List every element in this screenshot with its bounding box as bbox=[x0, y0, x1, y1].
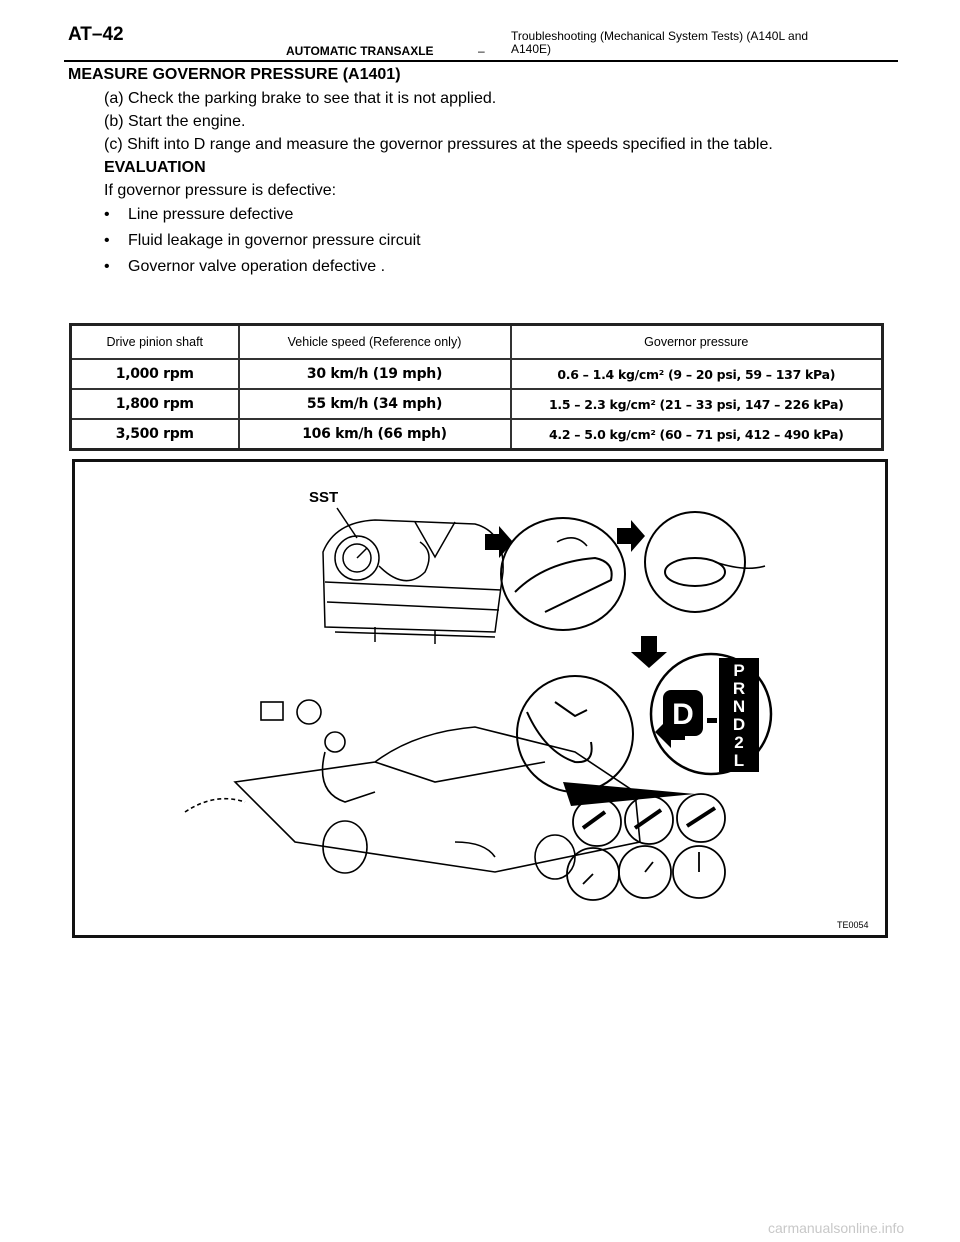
table-header-row bbox=[71, 325, 883, 360]
parking-brake-detail bbox=[501, 518, 625, 630]
figure-code: TE0054 bbox=[837, 920, 869, 930]
cause-text: Line pressure defective bbox=[128, 206, 294, 223]
header-title: Troubleshooting (Mechanical System Tests) (A140L and A140E) bbox=[511, 29, 809, 56]
header-cell: Drive pinion shaft bbox=[71, 325, 239, 360]
cause-text: Fluid leakage in governor pressure circuit bbox=[128, 232, 421, 249]
table-cell: 30 km/h (19 mph) bbox=[239, 359, 511, 389]
brake-pedal-detail bbox=[645, 512, 745, 612]
bullet-icon: • bbox=[104, 206, 110, 223]
table-cell: 1.5 – 2.3 kg/cm² (21 – 33 psi, 147 – 226 kPa) bbox=[511, 389, 883, 419]
header-rule bbox=[64, 60, 898, 62]
table-cell: 4.2 – 5.0 kg/cm² (60 – 71 psi, 412 – 490 kPa) bbox=[511, 419, 883, 450]
svg-text:2: 2 bbox=[734, 733, 744, 752]
table-cell: 1,800 rpm bbox=[71, 389, 239, 419]
cause-item bbox=[104, 232, 421, 250]
pressure-gauge-set bbox=[567, 794, 725, 900]
page-code: AT–42 bbox=[68, 24, 124, 45]
transaxle-gauge-drawing bbox=[323, 520, 503, 644]
evaluation-intro: If governor pressure is defective: bbox=[104, 182, 337, 199]
svg-text:L: L bbox=[733, 751, 745, 770]
svg-text:P: P bbox=[733, 661, 745, 680]
governor-test-illustration bbox=[72, 459, 888, 938]
table-cell: 1,000 rpm bbox=[71, 359, 239, 389]
svg-text:N: N bbox=[732, 697, 746, 716]
svg-text:D: D bbox=[732, 715, 746, 734]
table-cell: 106 km/h (66 mph) bbox=[239, 419, 511, 450]
bullet-icon: • bbox=[104, 258, 110, 275]
table-cell: 3,500 rpm bbox=[71, 419, 239, 450]
section-name: AUTOMATIC TRANSAXLE bbox=[286, 44, 434, 58]
evaluation-label: EVALUATION bbox=[104, 159, 206, 176]
svg-text:D: D bbox=[672, 698, 694, 731]
accelerator-detail bbox=[517, 676, 633, 792]
step-b: (b) Start the engine. bbox=[104, 113, 246, 130]
cause-text: Governor valve operation defective . bbox=[128, 258, 386, 275]
bullet-icon: • bbox=[104, 232, 110, 249]
step-a: (a) Check the parking brake to see that it is not applied. bbox=[104, 90, 497, 107]
header-separator: – bbox=[478, 44, 485, 58]
watermark: carmanualsonline.info bbox=[768, 1220, 905, 1236]
table-row bbox=[71, 389, 883, 419]
cause-item bbox=[104, 258, 385, 276]
header-cell: Governor pressure bbox=[511, 325, 883, 360]
sst-label: SST bbox=[309, 489, 339, 506]
header-cell: Vehicle speed (Reference only) bbox=[239, 325, 511, 360]
table-cell: 0.6 – 1.4 kg/cm² (9 – 20 psi, 59 – 137 kPa) bbox=[511, 359, 883, 389]
svg-text:R: R bbox=[732, 679, 746, 698]
step-c: (c) Shift into D range and measure the governor pressures at the speeds specified in the table. bbox=[104, 136, 773, 153]
governor-pressure-table bbox=[69, 323, 884, 451]
table-row bbox=[71, 419, 883, 450]
table-row bbox=[71, 359, 883, 389]
illustration-drawing bbox=[75, 462, 885, 935]
shift-indicator-detail bbox=[651, 654, 771, 774]
cause-item bbox=[104, 206, 293, 224]
section-heading: MEASURE GOVERNOR PRESSURE (A1401) bbox=[68, 66, 401, 83]
table-cell: 55 km/h (34 mph) bbox=[239, 389, 511, 419]
